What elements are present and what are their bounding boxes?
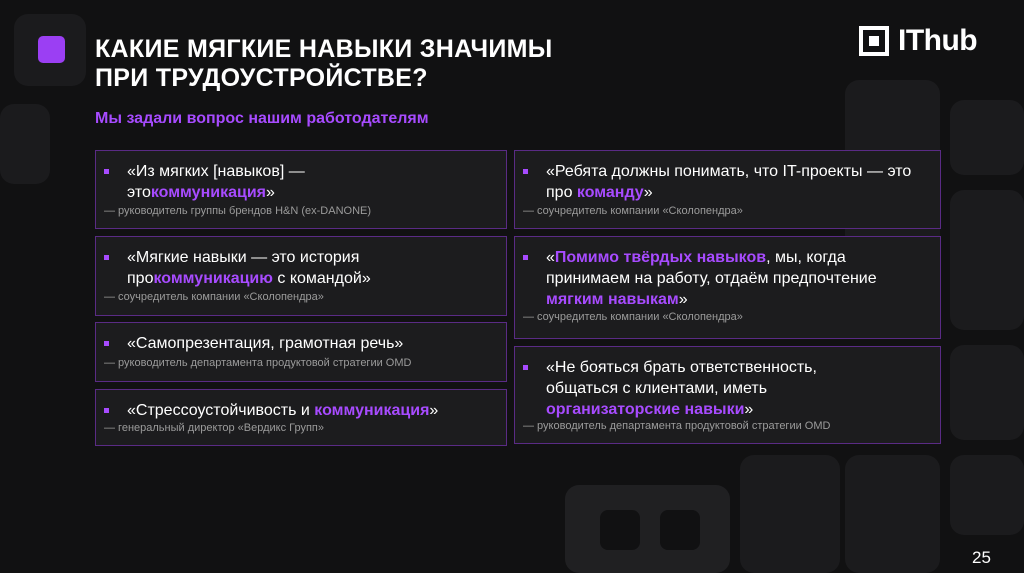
quote-card bbox=[514, 150, 941, 229]
bullet-icon bbox=[104, 255, 109, 260]
bg-decoration bbox=[660, 510, 700, 550]
quote-author: — руководитель группы брендов H&N (ex-DANONE) bbox=[104, 205, 372, 217]
quote-text: «Самопрезентация, грамотная речь» bbox=[127, 335, 404, 352]
quote-author: — соучредитель компании «Сколопендра» bbox=[523, 311, 743, 323]
bg-decoration bbox=[845, 455, 940, 573]
bg-decoration bbox=[950, 100, 1024, 175]
quote-text: «Из мягких [навыков] — этокоммуникация» bbox=[127, 163, 305, 201]
quote-text: «Ребята должны понимать, что IT-проекты — это про команду» bbox=[546, 163, 912, 201]
bullet-icon bbox=[523, 169, 528, 174]
quote-author: — руководитель департамента продуктовой стратегии OMD bbox=[104, 357, 412, 369]
bullet-icon bbox=[104, 408, 109, 413]
quote-text: «Мягкие навыки — это история прокоммуникацию с командой» bbox=[127, 249, 371, 287]
bg-decoration bbox=[950, 455, 1024, 535]
quote-card bbox=[95, 150, 507, 229]
quote-author: — генеральный директор «Вердикс Групп» bbox=[104, 422, 324, 434]
bullet-icon bbox=[104, 341, 109, 346]
accent-square bbox=[38, 36, 65, 63]
bg-decoration bbox=[0, 104, 50, 184]
quote-author: — соучредитель компании «Сколопендра» bbox=[523, 205, 743, 217]
subtitle: Мы задали вопрос нашим работодателям bbox=[95, 110, 429, 127]
bullet-icon bbox=[523, 365, 528, 370]
page-title bbox=[95, 35, 553, 93]
logo-square-icon bbox=[859, 26, 889, 56]
quote-author: — руководитель департамента продуктовой стратегии OMD bbox=[523, 420, 831, 432]
bg-decoration bbox=[950, 190, 1024, 330]
bullet-icon bbox=[523, 255, 528, 260]
bg-decoration bbox=[565, 485, 730, 573]
bg-decoration bbox=[600, 510, 640, 550]
title-line-1: КАКИЕ МЯГКИЕ НАВЫКИ ЗНАЧИМЫ bbox=[95, 35, 553, 63]
quote-card bbox=[95, 389, 507, 446]
title-line-2: ПРИ ТРУДОУСТРОЙСТВЕ? bbox=[95, 64, 428, 92]
bg-decoration bbox=[740, 455, 840, 573]
quote-text: «Не бояться брать ответственность, общаться с клиентами, иметь организаторские навыки» bbox=[546, 359, 817, 418]
logo-text: IThub bbox=[898, 24, 978, 57]
bullet-icon bbox=[104, 169, 109, 174]
quote-card bbox=[95, 236, 507, 316]
quote-author: — соучредитель компании «Сколопендра» bbox=[104, 291, 324, 303]
quote-card bbox=[514, 346, 941, 444]
ithub-logo bbox=[859, 26, 977, 56]
quote-text: «Стрессоустойчивость и коммуникация» bbox=[127, 402, 439, 419]
quote-text: «Помимо твёрдых навыков, мы, когда принимаем на работу, отдаём предпочтение мягким навыкам» bbox=[546, 249, 877, 308]
quote-card bbox=[95, 322, 507, 382]
bg-decoration bbox=[950, 345, 1024, 440]
page-number: 25 bbox=[972, 548, 991, 567]
quote-card bbox=[514, 236, 941, 339]
